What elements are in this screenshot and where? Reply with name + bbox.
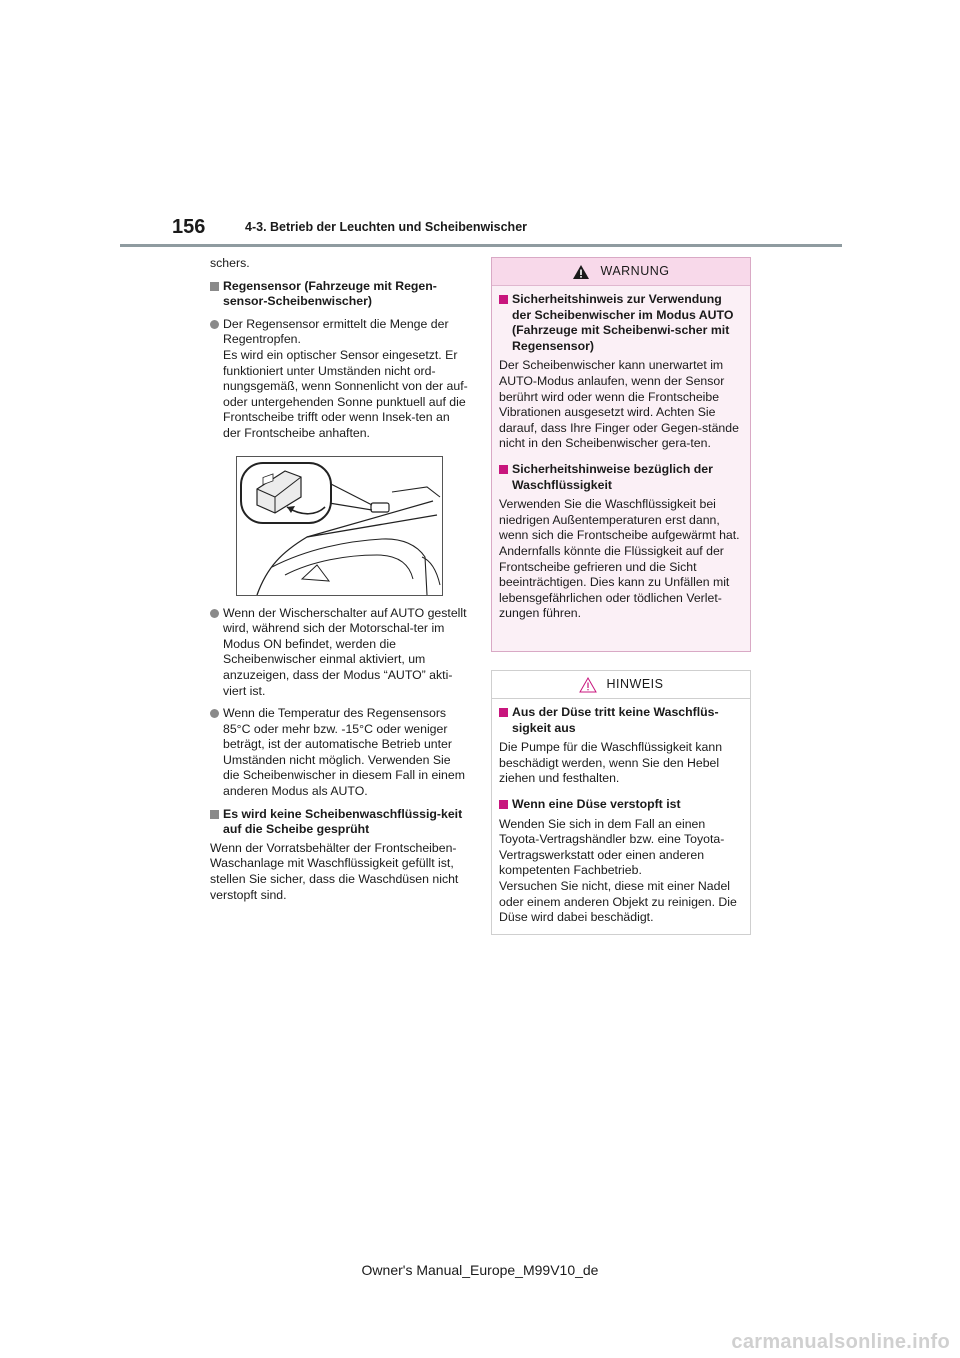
warning-heading: [499, 292, 743, 354]
heading-text: Wenn eine Düse verstopft ist: [512, 796, 681, 811]
heading-text: Aus der Düse tritt keine Waschflüs-sigkeit aus: [512, 705, 719, 735]
note-text: Die Pumpe für die Waschflüssigkeit kann beschädigt werden, wenn Sie den Hebel ziehen und festhalten.: [499, 740, 723, 786]
warning-box-body: [492, 286, 750, 640]
bullet-text: Wenn die Temperatur des Regensensors 85°C oder mehr bzw. -15°C oder weniger beträgt, ist der automatische Betrieb unter Umständen nicht möglich. Verwenden Sie die Scheibenwischer in diesem Fall in einem anderen Modus als AUTO.: [223, 706, 465, 799]
round-bullet-icon: [210, 320, 219, 329]
round-bullet-icon: [210, 709, 219, 718]
warning-triangle-icon: [572, 264, 590, 280]
note-box-header: [492, 671, 750, 699]
square-bullet-icon: [499, 465, 508, 474]
note-box-body: [492, 699, 750, 944]
heading-no-washer-fluid: [210, 807, 468, 838]
square-bullet-icon: [210, 810, 219, 819]
square-bullet-icon: [499, 295, 508, 304]
left-column: [210, 256, 468, 903]
heading-text: Sicherheitshinweise bezüglich der Waschflüssigkeit: [512, 461, 713, 492]
caution-triangle-icon: [579, 677, 597, 693]
watermark: carmanualsonline.info: [731, 1331, 950, 1353]
warning-heading: [499, 462, 743, 493]
windshield-sensor-icon: [237, 457, 442, 595]
footer-text: Owner's Manual_Europe_M99V10_de: [361, 1262, 599, 1278]
note-heading: [499, 705, 743, 736]
note-text: Wenden Sie sich in dem Fall an einen Toyota-Vertragshändler bzw. eine Toyota-Vertragswerkstatt oder einen anderen kompetenten Fachbetrieb. Versuchen Sie nicht, diese mit einer Nadel oder einem anderen Objekt zu reinigen. Die Düse wird dabei beschädigt.: [499, 816, 737, 925]
page-number: 156: [172, 216, 206, 238]
bullet-text: Wenn der Wischerschalter auf AUTO gestellt wird, während sich der Motorschal-ter im Modus ON befindet, werden die Scheibenwischer einmal aktiviert, um anzuzeigen, dass der Modus “AUTO” akti-viert ist.: [223, 605, 467, 698]
warning-box-header: [492, 258, 750, 286]
bullet-item: [210, 606, 468, 700]
square-bullet-icon: [499, 708, 508, 717]
square-bullet-icon: [499, 800, 508, 809]
round-bullet-icon: [210, 609, 219, 618]
bullet-item: [210, 317, 468, 442]
note-box: [491, 670, 751, 935]
heading-text: Sicherheitshinweis zur Verwendung der Scheibenwischer im Modus AUTO (Fahrzeuge mit Scheibenwi-scher mit Regensensor): [512, 292, 734, 353]
paragraph-text: Wenn der Vorratsbehälter der Frontscheiben-Waschanlage mit Waschflüssigkeit gefüllt ist, stellen Sie sicher, dass die Waschdüsen nicht verstopft sind.: [210, 840, 459, 902]
note-box-title: HINWEIS: [606, 676, 664, 691]
warning-text: Verwenden Sie die Waschflüssigkeit bei niedrigen Außentemperaturen erst dann, wenn sich die Frontscheibe aufgewärmt hat. Andernfalls könnte die Flüssigkeit auf der Frontscheibe gefrieren und die Sicht beeinträchtigen. Dies kann zu Unfällen mit lebensgefährlichen oder tödlichen Verlet-zungen führen.: [499, 497, 740, 621]
heading-text: Regensensor (Fahrzeuge mit Regen-sensor-Scheibenwischer): [223, 278, 437, 309]
warning-box: [491, 257, 751, 652]
note-heading: [499, 797, 743, 813]
warning-box-title: WARNUNG: [600, 263, 670, 278]
continued-text: schers.: [210, 256, 250, 270]
bullet-text: Der Regensensor ermittelt die Menge der Regentropfen. Es wird ein optischer Sensor eingesetzt. Er funktioniert unter Umständen nicht ord-nungsgemäß, wenn Sonnenlicht von der auf- oder untergehenden Sonne punktuell auf die Frontscheibe trifft oder wenn Insek-ten an der Frontscheibe anhaften.: [223, 316, 468, 440]
section-title: 4-3. Betrieb der Leuchten und Scheibenwischer: [245, 220, 528, 234]
warning-text: Der Scheibenwischer kann unerwartet im AUTO-Modus anlaufen, wenn der Sensor berührt wird oder wenn die Frontscheibe Vibrationen ausgesetzt wird. Achten Sie darauf, dass Ihre Finger oder Gegen-stände nicht in den Scheibenwischer gera-ten.: [499, 358, 739, 451]
heading-rain-sensor: [210, 279, 468, 310]
heading-text: Es wird keine Scheibenwaschflüssig-keit auf die Scheibe gesprüht: [223, 806, 463, 837]
bullet-item: [210, 706, 468, 800]
square-bullet-icon: [210, 282, 219, 291]
header-rule: [120, 244, 842, 247]
rain-sensor-illustration: [236, 456, 443, 596]
